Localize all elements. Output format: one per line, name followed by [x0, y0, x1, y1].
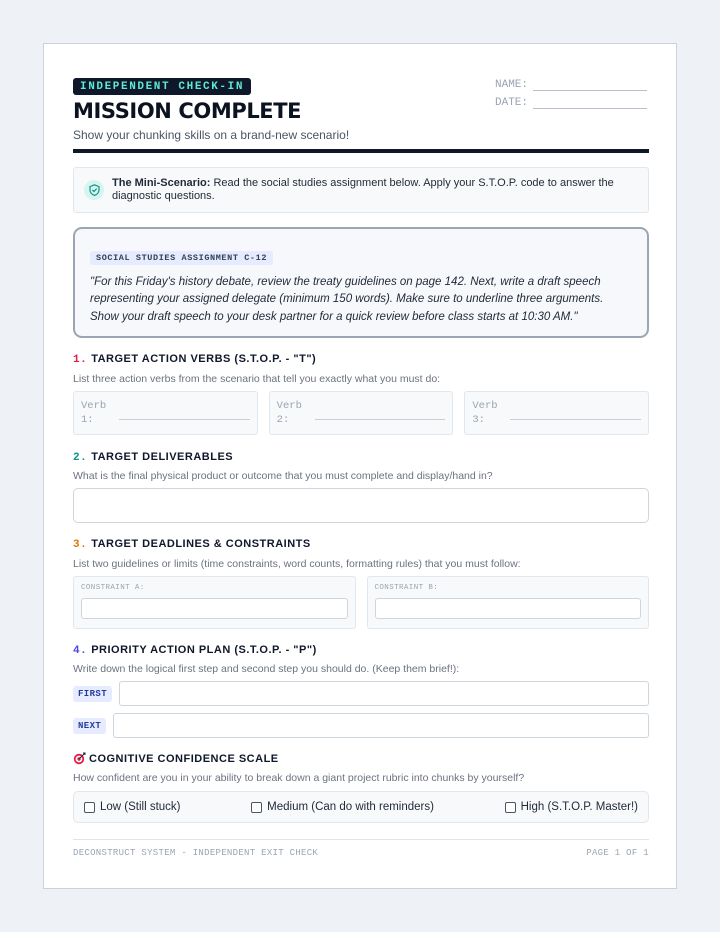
notice-text — [112, 177, 638, 203]
next-step-input[interactable] — [113, 713, 649, 738]
option-label: Low (Still stuck) — [100, 801, 181, 813]
header-tag: INDEPENDENT CHECK-IN — [73, 78, 251, 95]
verb-field-2[interactable] — [269, 391, 454, 435]
first-step-input[interactable] — [119, 681, 649, 706]
constraint-a-input[interactable] — [81, 598, 348, 619]
verb-label: Verb 1: — [81, 400, 107, 426]
section-number: 1. — [73, 354, 88, 366]
target-icon — [73, 752, 86, 765]
constraint-b-input[interactable] — [375, 598, 642, 619]
section-title: TARGET DEADLINES & CONSTRAINTS — [91, 538, 311, 550]
checkbox[interactable] — [251, 802, 262, 813]
notice-lead: The Mini-Scenario: — [112, 177, 211, 189]
assignment-card — [73, 227, 649, 338]
verb-field-1[interactable] — [73, 391, 258, 435]
section-number: 4. — [73, 645, 88, 657]
verb-line[interactable] — [510, 399, 641, 420]
scenario-notice — [73, 167, 649, 213]
first-step-tag: FIRST — [73, 686, 112, 702]
section-verbs-heading — [73, 353, 316, 366]
notice-body: Read the social studies assignment below. Apply your S.T.O.P. code to answer the diagnostic questions. — [112, 177, 614, 202]
section-deliverables-instructions: What is the final physical product or outcome that you must complete and display/hand in? — [73, 470, 493, 482]
section-deadlines-heading — [73, 538, 311, 551]
plan-first-row — [73, 681, 649, 706]
date-label: DATE: — [495, 97, 529, 109]
assignment-quote: "For this Friday's history debate, review the treaty guidelines on page 142. Next, write a draft speech representing your assigned delegate (minimum 150 words). Make sure to underline three arguments. Show your draft speech to your desk partner for a quick review before class starts at 10:30 AM." — [90, 276, 604, 323]
page-subtitle: Show your chunking skills on a brand-new scenario! — [73, 128, 350, 142]
deliverables-input[interactable] — [73, 488, 649, 523]
header-divider — [73, 149, 649, 153]
footer-system-label: DECONSTRUCT SYSTEM - INDEPENDENT EXIT CHECK — [73, 848, 319, 858]
confidence-option-high[interactable] — [505, 801, 638, 813]
section-plan-instructions: Write down the logical first step and second step you should do. (Keep them brief!): — [73, 663, 460, 675]
verb-field-3[interactable] — [464, 391, 649, 435]
verb-line[interactable] — [119, 399, 250, 420]
section-title: PRIORITY ACTION PLAN (S.T.O.P. - "P") — [91, 644, 317, 656]
page-number: PAGE 1 OF 1 — [586, 848, 649, 858]
verb-line[interactable] — [315, 399, 446, 420]
constraint-fields — [73, 576, 649, 629]
section-deadlines-instructions: List two guidelines or limits (time constraints, word counts, formatting rules) that you must follow: — [73, 558, 521, 570]
section-confidence-instructions: How confident are you in your ability to break down a giant project rubric into chunks by yourself? — [73, 772, 525, 784]
section-title: TARGET ACTION VERBS (S.T.O.P. - "T") — [91, 353, 317, 365]
confidence-option-medium[interactable] — [251, 801, 434, 813]
checkbox[interactable] — [84, 802, 95, 813]
checkbox[interactable] — [505, 802, 516, 813]
name-field[interactable] — [533, 78, 647, 91]
confidence-option-low[interactable] — [84, 801, 181, 813]
confidence-scale — [73, 791, 649, 823]
verb-label: Verb 3: — [472, 400, 498, 426]
section-confidence-heading — [73, 752, 279, 765]
worksheet-page — [43, 43, 677, 889]
section-number: 2. — [73, 452, 88, 464]
section-title: COGNITIVE CONFIDENCE SCALE — [89, 752, 279, 765]
next-step-tag: NEXT — [73, 718, 106, 734]
option-label: Medium (Can do with reminders) — [267, 801, 434, 813]
constraint-a-label: CONSTRAINT A: — [81, 584, 145, 592]
constraint-b-label: CONSTRAINT B: — [374, 584, 439, 592]
option-label: High (S.T.O.P. Master!) — [520, 801, 638, 813]
constraint-a-box — [73, 576, 356, 629]
name-label: NAME: — [495, 79, 529, 91]
page-title: MISSION COMPLETE — [73, 99, 302, 123]
date-field[interactable] — [533, 96, 647, 109]
section-deliverables-heading — [73, 451, 233, 464]
section-number: 3. — [73, 539, 88, 551]
footer — [73, 848, 649, 858]
section-plan-heading — [73, 644, 317, 657]
footer-divider — [73, 839, 649, 840]
verb-label: Verb 2: — [276, 400, 302, 426]
verbs-fields — [73, 391, 649, 435]
name-date-box — [495, 73, 647, 109]
assignment-tag: SOCIAL STUDIES ASSIGNMENT C-12 — [90, 251, 273, 265]
plan-next-row — [73, 713, 649, 738]
constraint-b-box — [367, 576, 650, 629]
shield-check-icon — [84, 180, 104, 200]
section-verbs-instructions: List three action verbs from the scenario that tell you exactly what you must do: — [73, 373, 441, 385]
section-title: TARGET DELIVERABLES — [91, 451, 234, 463]
